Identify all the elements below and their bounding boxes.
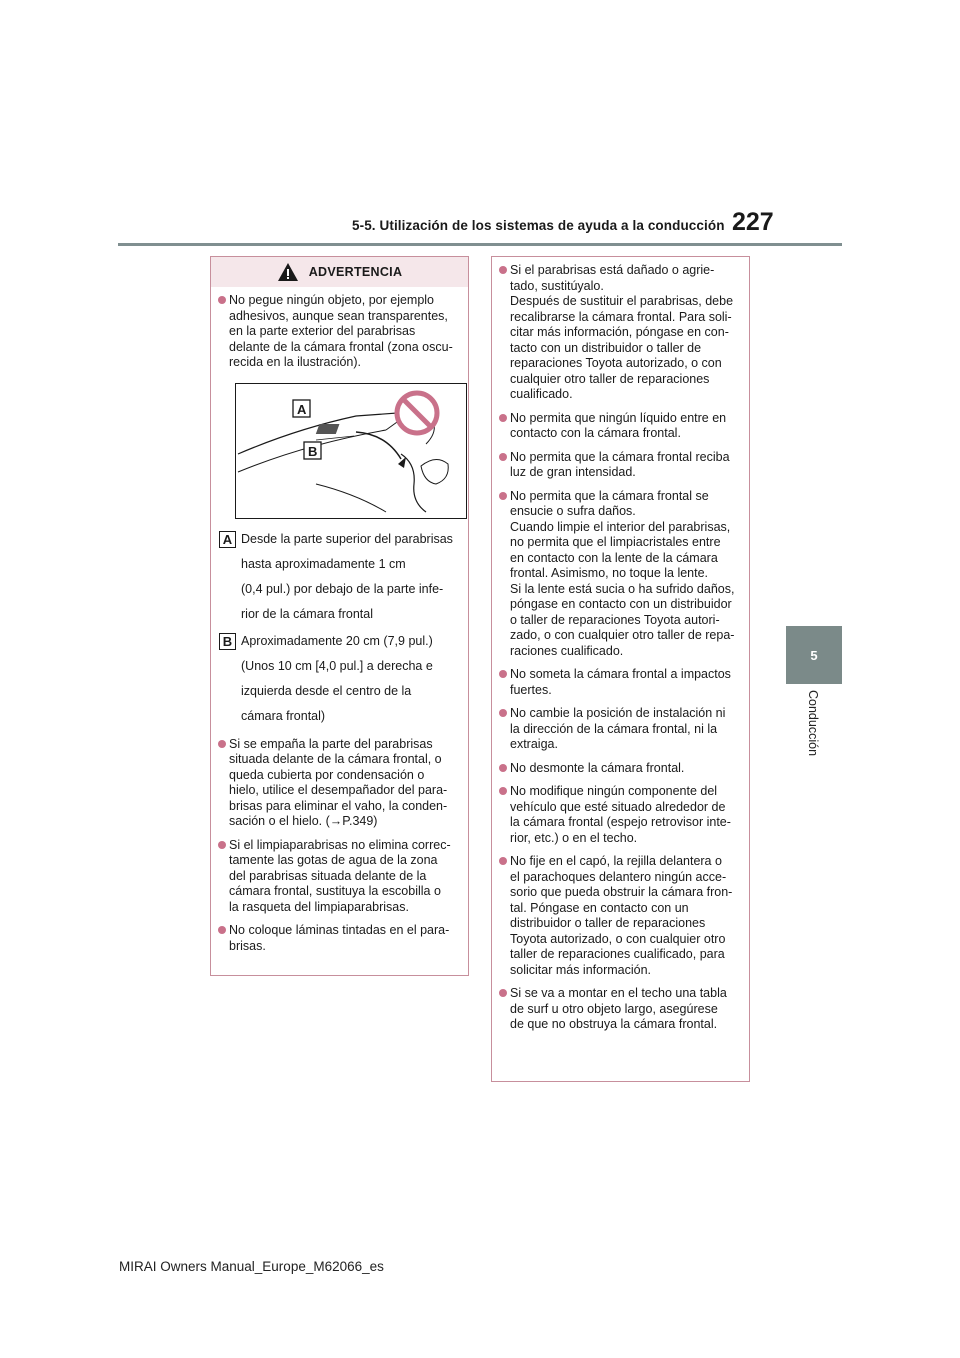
footer-doc-id: MIRAI Owners Manual_Europe_M62066_es <box>119 1259 384 1274</box>
section-title: 5-5. Utilización de los sistemas de ayuda a la conducción <box>352 218 725 233</box>
label-a-marker: A <box>219 531 236 548</box>
warning-bullet: No coloque láminas tintadas en el para- brisas. <box>219 923 458 954</box>
warning-bullet: No permita que ningún líquido entre en contacto con la cámara frontal. <box>500 411 739 442</box>
windshield-drawing <box>236 384 466 518</box>
warning-triangle-icon <box>277 262 299 282</box>
warning-bullet: Si el parabrisas está dañado o agrie- tado, sustitúyalo. Después de sustituir el parabrisas, debe recalibrarse la cámara frontal. Para soli- citar más información, póngase en con- tacto con un distribuidor o taller de reparaciones Toyota autorizado, o con cualquier otro taller de reparaciones cualificado. <box>500 263 739 403</box>
warning-header <box>211 257 468 287</box>
warning-bullet: Si se empaña la parte del parabrisas situada delante de la cámara frontal, o queda cubierta por condensación o hielo, utilice el desempañador del para- brisas para eliminar el vaho, la conden- sación o el hielo. (→P.349) <box>219 737 458 830</box>
label-b-row <box>219 633 458 733</box>
warning-box <box>210 256 469 976</box>
label-b-marker: B <box>219 633 236 650</box>
chapter-number: 5 <box>810 647 818 663</box>
header-rule <box>118 243 842 246</box>
no-entry-icon <box>397 393 437 433</box>
label-a-text: Desde la parte superior del parabrisas hasta aproximadamente 1 cm (0,4 pul.) por debajo de la parte infe- rior de la cámara frontal <box>241 531 453 621</box>
warning-bullet: No desmonte la cámara frontal. <box>500 761 739 777</box>
warning-bullet: No pegue ningún objeto, por ejemplo adhesivos, aunque sean transparentes, en la parte exterior del parabrisas delante de la cámara frontal (zona oscu- recida en la ilustración). <box>219 293 458 371</box>
page-number: 227 <box>732 208 774 236</box>
windshield-illustration <box>235 383 467 519</box>
warning-bullet: No cambie la posición de instalación ni la dirección de la cámara frontal, ni la extraiga. <box>500 706 739 753</box>
label-a-row <box>219 531 458 631</box>
warning-bullet: No modifique ningún componente del vehículo que esté situado alrededor de la cámara frontal (espejo retrovisor inte- rior, etc.) o en el techo. <box>500 784 739 846</box>
callout-a: A <box>297 401 307 417</box>
warning-box-continued <box>491 256 750 1082</box>
chapter-label: Conducción <box>806 690 820 757</box>
warning-bullet: No permita que la cámara frontal se ensucie o sufra daños. Cuando limpie el interior del parabrisas, no permita que el limpiacristales entre en contacto con la lente de la cámara frontal. Asimismo, no toque la lente. Si la lente está sucia o ha sufrido daños, póngase en contacto con un distribuidor o taller de reparaciones Toyota autori- zado, o con cualquier otro taller de repa- raciones cualificado. <box>500 489 739 660</box>
warning-bullet: Si se va a montar en el techo una tabla de surf u otro objeto largo, asegúrese de que no obstruya la cámara frontal. <box>500 986 739 1033</box>
label-b-text: Aproximadamente 20 cm (7,9 pul.) (Unos 10 cm [4,0 pul.] a derecha e izquierda desde el centro de la cámara frontal) <box>241 633 433 723</box>
warning-bullet: No fije en el capó, la rejilla delantera o el parachoques delantero ningún acce- sorio que pueda obstruir la cámara fron- tal. Póngase en contacto con un distribuidor o taller de reparaciones Toyota autorizado, o con cualquier otro taller de reparaciones cualificado, para solicitar más información. <box>500 854 739 978</box>
callout-b: B <box>308 443 318 459</box>
warning-bullet: Si el limpiaparabrisas no elimina correc- tamente las gotas de agua de la zona del parabrisas situada delante de la cámara frontal, sustituya la escobilla o la rasqueta del limpiaparabrisas. <box>219 838 458 916</box>
warning-bullet: No permita que la cámara frontal reciba luz de gran intensidad. <box>500 450 739 481</box>
warning-bullet: No someta la cámara frontal a impactos fuertes. <box>500 667 739 698</box>
chapter-tab[interactable] <box>786 626 842 684</box>
warning-title: ADVERTENCIA <box>308 265 403 279</box>
